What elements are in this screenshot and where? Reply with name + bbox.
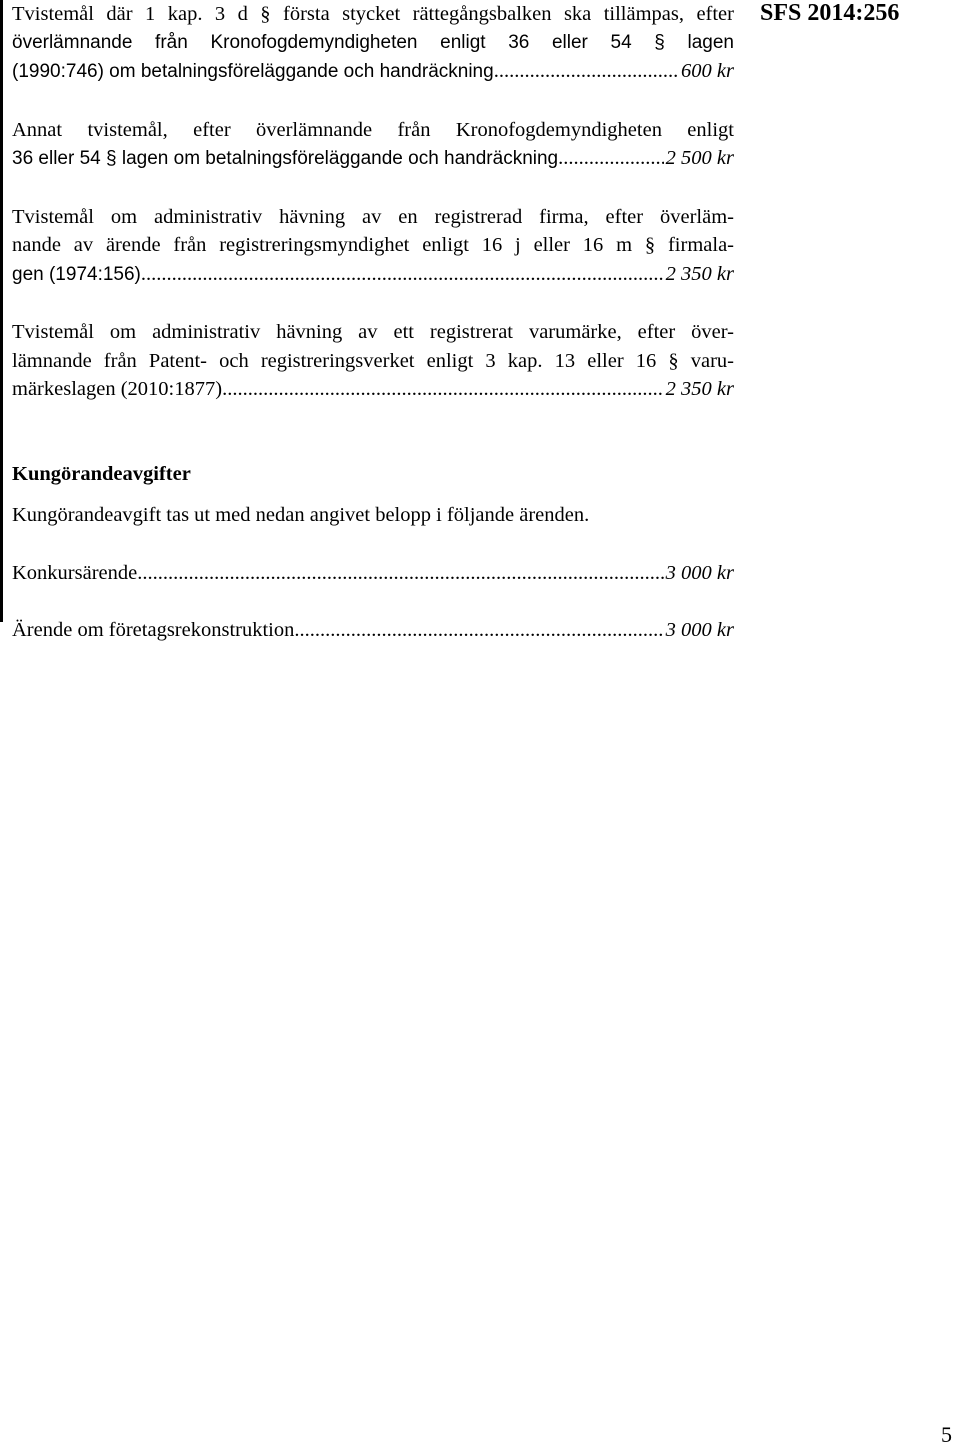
dot-leader <box>294 616 663 645</box>
margin-change-bar <box>0 0 3 622</box>
entry-line: Tvistemål om administrativ hävning av en registrerad firma, efter överläm- <box>12 205 734 228</box>
fee-amount: 2 350 kr <box>665 378 734 400</box>
section-heading: Kungörandeavgifter <box>12 462 191 485</box>
entry-last-line: 36 eller 54 § lagen om betalningsföreläggande och handräckning <box>12 148 559 169</box>
fee-entry-2 <box>12 116 734 174</box>
dot-leader <box>494 57 679 86</box>
entry-line: Annat tvistemål, efter överlämnande från Kronofogdemyndigheten enligt <box>12 118 734 141</box>
entry-leader-line <box>12 57 734 87</box>
dot-leader <box>141 260 664 289</box>
fee-amount: 2 500 kr <box>665 147 734 169</box>
entry-leader-line <box>12 144 734 174</box>
dot-leader <box>137 559 663 588</box>
fee-item-konkurs <box>12 559 734 588</box>
fee-amount: 2 350 kr <box>665 262 734 285</box>
item-label: Konkursärende <box>12 561 138 584</box>
entry-leader-line <box>12 559 734 588</box>
fee-entry-3 <box>12 203 734 290</box>
entry-line: Tvistemål om administrativ hävning av ett registrerat varumärke, efter över- <box>12 321 734 343</box>
entry-last-line: gen (1974:156) <box>12 263 141 285</box>
fee-amount: 600 kr <box>681 60 734 82</box>
fee-entry-1 <box>12 0 734 87</box>
entry-line: lämnande från Patent- och registreringsverket enligt 3 kap. 13 eller 16 § varu- <box>12 349 734 372</box>
fee-entry-4 <box>12 318 734 404</box>
entry-line: Tvistemål där 1 kap. 3 d § första stycket rättegångsbalken ska tillämpas, efter <box>12 3 734 25</box>
fee-amount: 3 000 kr <box>665 561 734 584</box>
entry-line: nande av ärende från registreringsmyndighet enligt 16 j eller 16 m § firmala- <box>12 234 734 256</box>
entry-leader-line <box>12 616 734 645</box>
entry-line: överlämnande från Kronofogdemyndigheten enligt 36 eller 54 § lagen <box>12 31 734 53</box>
entry-leader-line <box>12 260 734 290</box>
entry-leader-line <box>12 375 734 404</box>
dot-leader <box>222 375 664 404</box>
document-body <box>12 0 734 645</box>
fee-item-rekonstruktion <box>12 616 734 645</box>
dot-leader <box>558 144 664 173</box>
sfs-number: SFS 2014:256 <box>760 0 900 26</box>
page-number: 5 <box>941 1422 952 1447</box>
fee-amount: 3 000 kr <box>665 619 734 641</box>
entry-last-line: (1990:746) om betalningsföreläggande och handräckning <box>12 61 494 82</box>
entry-last-line: märkeslagen (2010:1877) <box>12 378 223 400</box>
item-label: Ärende om företagsrekonstruktion <box>12 619 295 641</box>
section-intro: Kungörandeavgift tas ut med nedan angivet belopp i följande ärenden. <box>12 504 590 526</box>
